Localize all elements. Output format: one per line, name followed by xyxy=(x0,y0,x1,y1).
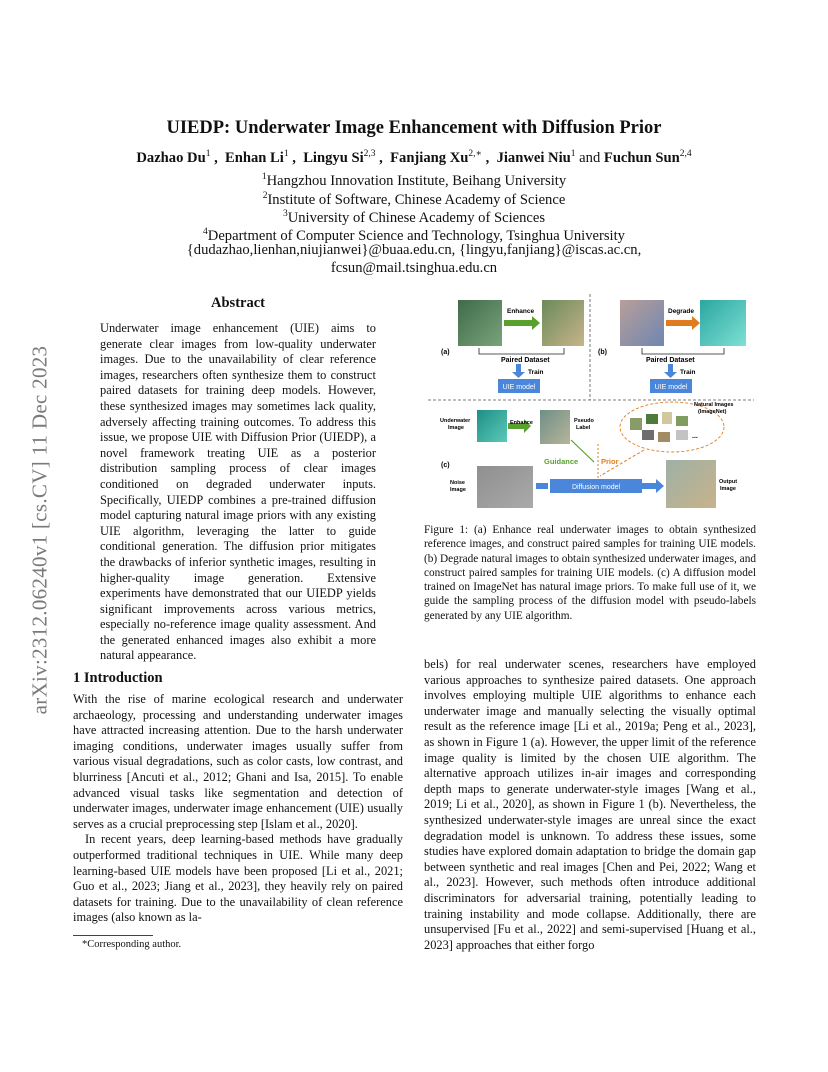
degraded-photo xyxy=(700,300,746,346)
pseudo-label-photo xyxy=(540,410,570,444)
intro-column-right: bels) for real underwater scenes, researchers have employed various approaches to synthesize paired datasets. One approach involves employing multiple UIE algorithms to enhance each underwater image and manually selecting the visually optimal result as the reference image [Li et al., 2019a; Peng et al., 2023], as shown in Figure 1 (a). However, the upper limit of the reference image quality is limited by the chosen UIE algorithm. The alternative approach utilizes in-air images and corresponding depth maps to generate underwater-style images [Wang et al., 2019; Li et al., 2020], as shown in Figure 1 (b). Nevertheless, the synthesized underwater-style images are unreal since the exact degradation model is unknown. To address these issues, some studies have explored domain adaptation to bridge the domain gap between synthetic and real images [Chen and Pei, 2022; Wang et al., 2023]. However, such methods often introduce additional discriminators for adversarial training, potentially leading to training instability and mode collapse. Additionally, there are unsupervised [Fu et al., 2022] and semi-supervised [Huang et al., 2023] approaches that either forgo xyxy=(424,657,756,952)
panel-label: (c) xyxy=(441,462,450,469)
author: Lingyu Si$^{2,3}$ xyxy=(303,149,376,166)
uie-model-label: UIE model xyxy=(654,384,688,391)
output-photo xyxy=(666,460,716,508)
figure-1 xyxy=(424,290,756,510)
train-label: Train xyxy=(528,369,544,376)
author: Enhan Li$^1$ xyxy=(225,149,289,166)
author: Fanjiang $Xu^{2,∗}$ xyxy=(390,149,482,166)
arrow-icon xyxy=(536,483,548,489)
arrow-icon xyxy=(668,364,673,372)
arrow-icon xyxy=(504,320,532,326)
affiliation: $^2$Institute of Software, Chinese Academy of Science xyxy=(262,191,566,208)
underwater-photo xyxy=(458,300,502,346)
abstract-heading: Abstract xyxy=(211,295,265,311)
noise-photo xyxy=(477,466,533,508)
paragraph: In recent years, deep learning-based methods have gradually outperformed traditional techniques in UIE. While many deep learning-based UIE models have been proposed [Li et al., 2021; Guo et al., 2023; Jiang et al., 2023], they heavily rely on paired datasets for training. Due to the unavailability of clean reference images (also known as la- xyxy=(73,832,403,925)
arrow-icon xyxy=(664,372,677,378)
ellipsis: ... xyxy=(692,433,698,440)
abstract-body: Underwater image enhancement (UIE) aims to generate clear images from low-quality underwater images. Due to the unavailability of clear reference images, researchers often synthesize them to construct paired datasets for training deep models. However, these synthesized images may sometimes lack quality, adversely affecting training outcomes. To address this issue, we propose UIE with Diffusion Prior (UIEDP), a novel framework treating UIE as a posterior distribution sampling process of clear images conditioned on degraded underwater inputs. Specifically, UIEDP combines a pre-trained diffusion model capturing natural image priors with any existing UIE algorithm, leveraging the latter to guide conditional generation. The diffusion prior mitigates the drawbacks of inferior synthetic images, resulting in higher-quality image generation. Extensive experiments have demonstrated that our UIEDP yields significant improvements across various metrics, especially no-reference image quality assessment. And the generated enhanced images also exhibit a more natural appearance. xyxy=(100,321,376,663)
panel-label: (b) xyxy=(598,349,607,356)
arrow-icon xyxy=(532,316,540,330)
degrade-label: Degrade xyxy=(668,308,695,315)
arxiv-sidebar xyxy=(26,280,54,780)
enhance-label: Enhance xyxy=(510,420,533,426)
output-image-label: Output Image xyxy=(719,479,738,492)
arrow-icon xyxy=(516,364,521,372)
arrow-icon xyxy=(656,479,664,493)
email-line: {dudazhao,lienhan,niujianwei}@buaa.edu.cn, {lingyu,fanjiang}@iscas.ac.cn, xyxy=(186,242,642,258)
paired-dataset-label: Paired Dataset xyxy=(501,357,550,364)
panel-label: (a) xyxy=(441,349,450,356)
intro-column-left xyxy=(73,692,403,926)
arrow-icon xyxy=(692,316,700,330)
affiliation: $^4$Department of Computer Science and Technology, Tsinghua University xyxy=(203,227,625,244)
author: Jianwei Niu$^1$ xyxy=(496,149,576,166)
arrow-icon xyxy=(512,372,525,378)
arxiv-identifier: arXiv:2312.06240v1 [cs.CV] 11 Dec 2023 xyxy=(27,345,52,715)
affiliation: $^1$Hangzhou Innovation Institute, Beihang University xyxy=(261,172,567,189)
footnote: *Corresponding author. xyxy=(82,939,182,950)
underwater-image-label: Underwater Image xyxy=(440,418,471,431)
arrow-icon xyxy=(666,320,692,326)
enhanced-photo xyxy=(542,300,584,346)
author: Dazhao Du$^1$ xyxy=(136,149,211,166)
diffusion-model-label: Diffusion model xyxy=(571,484,621,491)
paragraph: With the rise of marine ecological research and underwater archaeology, processing and understanding underwater images have attracted increasing attention. Due to the harsh underwater imaging conditions, underwater images usually suffer from various visual degradations, such as color casts, low contrast, and blurriness [Ancuti et al., 2012; Ghani and Isa, 2015]. To enable advanced visual tasks like segmentation and detection of underwater images, underwater image enhancement (UIE) usually serves as a crucial preprocessing step [Islam et al., 2020]. xyxy=(73,692,403,831)
affiliation: $^3$University of Chinese Academy of Sciences xyxy=(282,209,546,226)
pseudo-label: Pseudo Label xyxy=(574,418,594,431)
natural-images-label: Natural Images (ImageNet) xyxy=(694,402,734,415)
section-heading: 1 Introduction xyxy=(73,670,163,686)
enhance-label: Enhance xyxy=(507,308,535,315)
paired-dataset-label: Paired Dataset xyxy=(646,357,695,364)
noise-image-label: Noise Image xyxy=(450,480,466,493)
train-label: Train xyxy=(680,369,696,376)
paper-title: UIEDP: Underwater Image Enhancement with Diffusion Prior xyxy=(166,118,662,138)
footnote-rule xyxy=(73,935,153,936)
guidance-label: Guidance xyxy=(544,457,579,466)
author: Fuchun Sun$^{2,4}$ xyxy=(603,149,692,166)
underwater-input-photo xyxy=(477,410,507,442)
uie-model-label: UIE model xyxy=(502,384,536,391)
indoor-photo xyxy=(620,300,664,346)
author-list: Dazhao Du$^1$ , Enhan Li$^1$ , Lingyu Si$^{2,3}$ , Fanjiang $Xu^{2,∗}$ , Jianwei Niu$^1$ and Fuchun Sun$^{2,4}$ xyxy=(136,149,692,166)
arrow-icon xyxy=(642,483,656,489)
figure-caption: Figure 1: (a) Enhance real underwater images to obtain synthesized reference images, and construct paired samples for training UIE models. (b) Degrade natural images to obtain synthesized underwater images, and construct paired samples for training UIE models. (c) A diffusion model trained on ImageNet has natural image priors. To make full use of it, we guide the sampling process of the diffusion model with pseudo-labels generated by any UIE algorithm. xyxy=(424,524,756,622)
email-line: fcsun@mail.tsinghua.edu.cn xyxy=(330,260,498,276)
prior-label: Prior xyxy=(601,457,619,466)
